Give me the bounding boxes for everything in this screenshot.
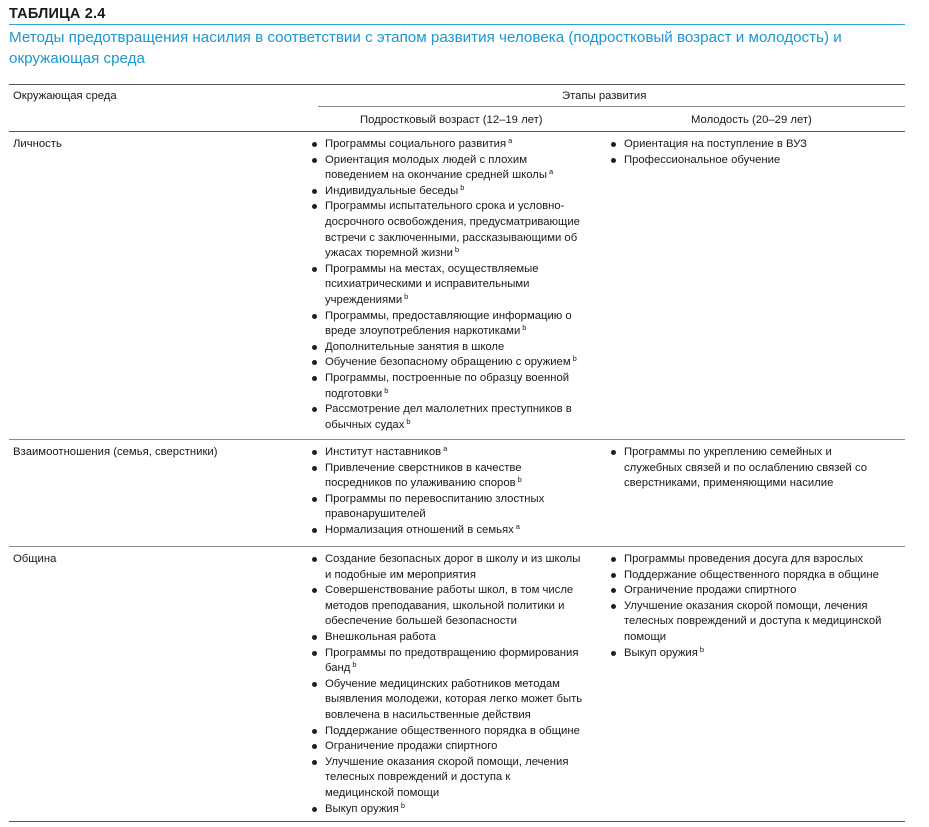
list-item-line: Ориентация на поступление в ВУЗ bbox=[624, 138, 807, 150]
list-item-line: Внешкольная работа bbox=[325, 630, 436, 643]
list-item-line: Привлечение сверстников в качестве bbox=[325, 461, 522, 474]
list-item bbox=[311, 492, 606, 523]
list-item bbox=[311, 371, 606, 402]
table-bottom-rule bbox=[9, 821, 905, 822]
category-personality: Личность bbox=[13, 138, 62, 150]
list-item-line: Рассмотрение дел малолетних преступников в bbox=[325, 403, 572, 416]
header-environment: Окружающая среда bbox=[13, 90, 117, 102]
list-item bbox=[311, 755, 606, 802]
footnote-marker: b bbox=[699, 644, 704, 654]
list-item bbox=[311, 262, 606, 309]
list-item-line: Профессиональное обучение bbox=[624, 153, 781, 166]
caption-rule bbox=[9, 24, 905, 25]
list-item bbox=[610, 153, 905, 169]
footnote-marker: b bbox=[404, 291, 409, 301]
list-item-line: ужасах тюремной жизни bbox=[325, 247, 453, 260]
footnote-marker: b bbox=[400, 800, 405, 810]
list-item-line: банд bbox=[325, 662, 351, 675]
list-item-line: Программы, построенные по образцу военной bbox=[325, 371, 570, 384]
footnote-marker: b bbox=[406, 416, 411, 426]
list-item-line: Программы социального развития bbox=[325, 138, 507, 150]
list-item-line: Программы по укреплению семейных и bbox=[624, 446, 832, 458]
list-item-line: обычных судах bbox=[325, 418, 405, 431]
footnote-marker: b bbox=[460, 182, 465, 192]
relationships-adolescence-list bbox=[311, 445, 606, 539]
footnote-marker: a bbox=[549, 167, 554, 177]
list-item-line: телесных повреждений и доступа к bbox=[325, 771, 511, 784]
list-item-line: Поддержание общественного порядка в общине bbox=[325, 724, 580, 737]
community-youth-list bbox=[610, 552, 905, 661]
category-community: Община bbox=[13, 553, 57, 565]
list-item bbox=[311, 461, 606, 492]
list-item-line: методов преподавания, школьной политики и bbox=[325, 599, 565, 612]
list-item-line: телесных повреждений и доступа к медицинской bbox=[624, 615, 882, 628]
list-item bbox=[311, 153, 606, 184]
list-item bbox=[311, 340, 606, 356]
community-adolescence-list bbox=[311, 552, 606, 817]
header-adolescence: Подростковый возраст (12–19 лет) bbox=[360, 114, 543, 126]
list-item bbox=[311, 739, 606, 755]
list-item bbox=[311, 184, 606, 200]
list-item-line: Программы испытательного срока и условно- bbox=[325, 200, 565, 213]
list-item bbox=[610, 583, 905, 599]
list-item-line: выявления молодежи, которая легко может быть bbox=[325, 693, 583, 706]
list-item-line: и подобные им мероприятия bbox=[325, 568, 476, 581]
list-item-line: Программы, предоставляющие информацию о bbox=[325, 309, 572, 322]
list-item-line: обеспечение большей безопасности bbox=[325, 615, 517, 628]
list-item-line: вовлечена в насильственные действия bbox=[325, 708, 531, 721]
list-item bbox=[311, 309, 606, 340]
list-item bbox=[311, 677, 606, 724]
list-item-line: Программы по перевоспитанию злостных bbox=[325, 492, 545, 505]
list-item bbox=[311, 355, 606, 371]
list-item-line: досрочного освобождения, предусматривающие bbox=[325, 215, 580, 228]
footnote-marker: b bbox=[352, 660, 357, 670]
list-item-line: Программы проведения досуга для взрослых bbox=[624, 553, 863, 565]
list-item-line: Программы на местах, осуществляемые bbox=[325, 262, 539, 275]
list-item-line: Выкуп оружия bbox=[624, 646, 698, 659]
list-item-line: медицинской помощи bbox=[325, 786, 440, 799]
list-item-line: Ориентация молодых людей с плохим bbox=[325, 153, 527, 166]
list-item bbox=[311, 402, 606, 433]
header-divider bbox=[318, 106, 905, 107]
list-item bbox=[610, 137, 905, 153]
list-item-line: Улучшение оказания скорой помощи, лечения bbox=[624, 599, 868, 612]
list-item-line: Дополнительные занятия в школе bbox=[325, 340, 505, 353]
list-item bbox=[311, 646, 606, 677]
footnote-marker: a bbox=[443, 444, 448, 453]
list-item bbox=[311, 552, 606, 583]
list-item-line: Индивидуальные беседы bbox=[325, 184, 459, 197]
list-item-line: поведением на окончание средней школы bbox=[325, 169, 547, 182]
list-item-line: Обучение безопасному обращению с оружием bbox=[325, 356, 571, 369]
list-item-line: Улучшение оказания скорой помощи, лечения bbox=[325, 755, 569, 768]
list-item-line: Ограничение продажи спиртного bbox=[325, 740, 498, 753]
list-item bbox=[610, 445, 905, 492]
list-item-line: Выкуп оружия bbox=[325, 802, 399, 815]
list-item bbox=[311, 523, 606, 539]
row-divider bbox=[9, 439, 905, 440]
header-stages: Этапы развития bbox=[562, 90, 647, 102]
personality-youth-list bbox=[610, 137, 905, 168]
list-item bbox=[610, 646, 905, 662]
header-youth: Молодость (20–29 лет) bbox=[691, 114, 812, 126]
table-caption: Методы предотвращения насилия в соответствии с этапом развития человека (подростковый возраст и молодость) и окружающая среда bbox=[9, 29, 842, 67]
list-item bbox=[311, 583, 606, 630]
list-item-line: Программы по предотвращению формирования bbox=[325, 646, 579, 659]
row-divider bbox=[9, 546, 905, 547]
personality-adolescence-list bbox=[311, 137, 606, 433]
list-item-line: правонарушителей bbox=[325, 508, 426, 521]
list-item bbox=[311, 724, 606, 740]
list-item bbox=[610, 568, 905, 584]
list-item bbox=[311, 802, 606, 818]
list-item bbox=[610, 552, 905, 568]
list-item-line: Поддержание общественного порядка в общине bbox=[624, 568, 879, 581]
list-item-line: помощи bbox=[624, 630, 667, 643]
list-item-line: Институт наставников bbox=[325, 446, 442, 458]
list-item-line: подготовки bbox=[325, 387, 383, 400]
category-relationships: Взаимоотношения (семья, сверстники) bbox=[13, 446, 218, 458]
footnote-marker: b bbox=[454, 245, 460, 255]
footnote-marker: a bbox=[508, 136, 513, 145]
list-item bbox=[311, 630, 606, 646]
list-item-line: Совершенствование работы школ, в том числе bbox=[325, 584, 574, 597]
list-item bbox=[610, 599, 905, 646]
list-item-line: Создание безопасных дорог в школу и из школы bbox=[325, 553, 581, 565]
list-item-line: Ограничение продажи спиртного bbox=[624, 584, 797, 597]
list-item-line: вреде злоупотребления наркотиками bbox=[325, 325, 521, 338]
list-item bbox=[311, 445, 606, 461]
list-item-line: сверстниками, применяющими насилие bbox=[624, 477, 834, 490]
list-item-line: встречи с заключенными, рассказывающими об bbox=[325, 231, 578, 244]
list-item bbox=[311, 199, 606, 261]
table-label: ТАБЛИЦА 2.4 bbox=[9, 6, 106, 22]
footnote-marker: a bbox=[515, 521, 520, 531]
header-bottom-rule bbox=[9, 131, 905, 132]
list-item-line: Обучение медицинских работников методам bbox=[325, 677, 560, 690]
list-item-line: служебных связей и по ослаблению связей со bbox=[624, 461, 868, 474]
list-item-line: посредников по улаживанию споров bbox=[325, 477, 516, 490]
relationships-youth-list bbox=[610, 445, 905, 492]
list-item-line: психиатрическими и исправительными bbox=[325, 278, 530, 291]
footnote-marker: b bbox=[384, 385, 389, 395]
list-item bbox=[311, 137, 606, 153]
footnote-marker: b bbox=[572, 354, 577, 364]
footnote-marker: b bbox=[517, 475, 522, 485]
table-top-rule bbox=[9, 84, 905, 85]
footnote-marker: b bbox=[522, 323, 527, 333]
list-item-line: Нормализация отношений в семьях bbox=[325, 523, 514, 536]
list-item-line: учреждениями bbox=[325, 293, 403, 306]
